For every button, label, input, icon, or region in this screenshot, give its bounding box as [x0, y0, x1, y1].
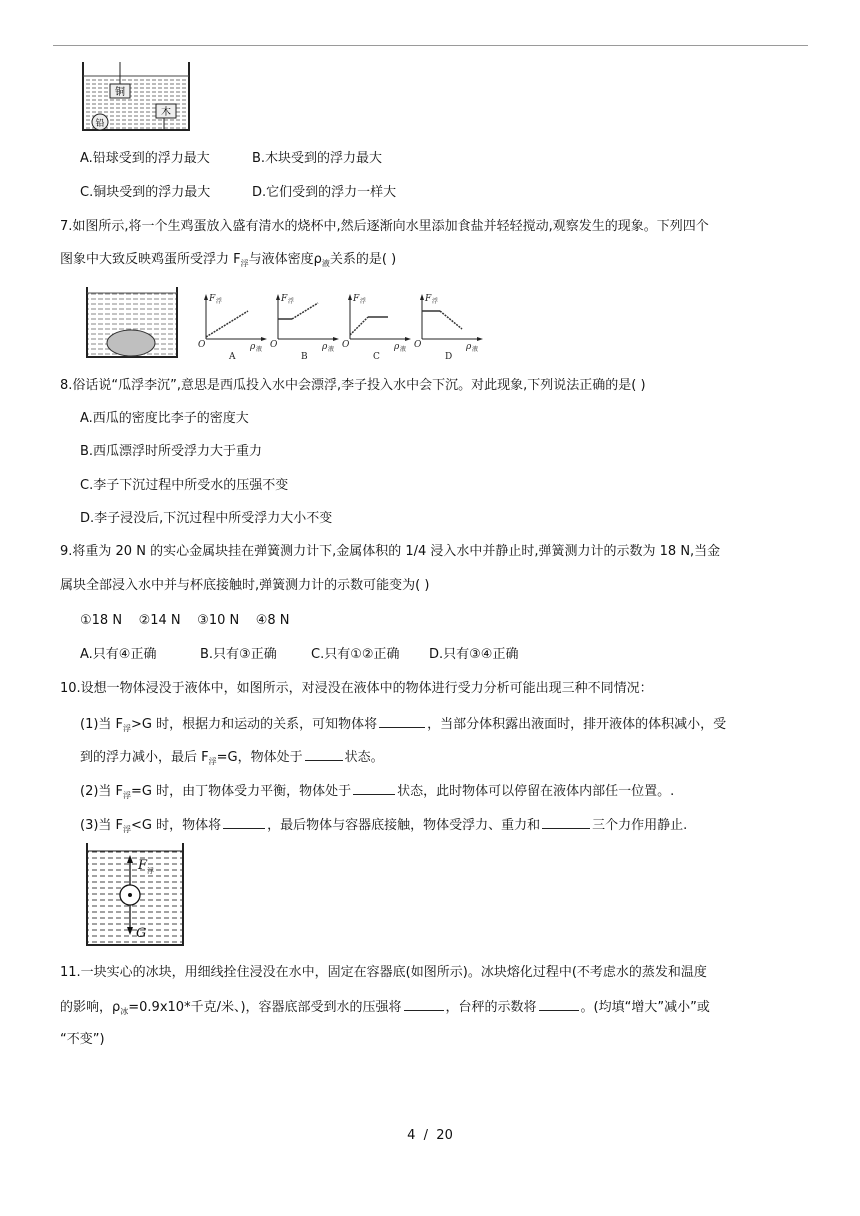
svg-text:ρ: ρ	[322, 342, 328, 352]
q6-figure	[80, 62, 192, 134]
q9-stem-line2: 属块全部浸入水中并与杯底接触时,弹簧测力计的示数可能变为( )	[60, 578, 430, 593]
q7-stem-line2: 图象中大致反映鸡蛋所受浮力 $F_浮$与液体密度$\rho_液$关系的是( )	[60, 252, 397, 268]
svg-text:O: O	[198, 340, 206, 350]
svg-text:液: 液	[328, 346, 335, 353]
q6-option-b: B.木块受到的浮力最大	[252, 151, 383, 166]
svg-text:液: 液	[256, 346, 263, 353]
graph-a-label: A	[229, 352, 236, 362]
graph-c-label: C	[373, 352, 380, 362]
q11-blank-1[interactable]	[404, 997, 444, 1011]
q8-option-d: D.李子浸没后,下沉过程中所受浮力大小不变	[80, 511, 333, 526]
q8-option-c: C.李子下沉过程中所受水的压强不变	[80, 478, 289, 493]
svg-text:O: O	[414, 340, 422, 350]
buoyancy-label: F	[138, 858, 148, 873]
svg-text:液: 液	[400, 346, 407, 353]
graph-c	[342, 294, 411, 362]
q8-option-a: A.西瓜的密度比李子的密度大	[80, 411, 249, 426]
copper-label: 铜	[115, 87, 125, 98]
q11-stem-line3: “不变”)	[60, 1032, 105, 1047]
svg-text:浮: 浮	[216, 298, 223, 305]
q10-blank-2[interactable]	[305, 747, 343, 761]
q9-option-b: B.只有③正确	[200, 647, 277, 662]
q10-blank-3[interactable]	[353, 781, 395, 795]
header-rule	[53, 45, 808, 46]
svg-text:浮: 浮	[147, 867, 154, 875]
q10-part1-line2: 到的浮力减小，最后 $F_浮=G$，物体处于 状态。	[80, 747, 384, 768]
svg-text:F: F	[281, 294, 288, 304]
q6-option-a: A.铅球受到的浮力最大	[80, 151, 210, 166]
q10-stem: 10.设想一物体浸没于液体中，如图所示，对浸没在液体中的物体进行受力分析可能出现三种不同情况：	[60, 681, 653, 696]
graph-a	[198, 294, 267, 362]
svg-text:ρ: ρ	[250, 342, 256, 352]
q7-stem-line1: 7.如图所示,将一个生鸡蛋放入盛有清水的烧杯中,然后逐渐向水里添加食盐并轻轻搅动,观察发生的现象。下列四个	[60, 219, 709, 234]
svg-text:液: 液	[472, 346, 479, 353]
svg-text:浮: 浮	[288, 298, 295, 305]
q10-part2: (2)当 $F_浮=G$ 时，由丁物体受力平衡，物体处于 状态，此时物体可以停留在液体内部任一位置。.	[80, 781, 674, 802]
svg-text:O: O	[342, 340, 350, 350]
q10-force-figure	[84, 843, 186, 949]
q9-option-c: C.只有①②正确	[311, 647, 400, 662]
q10-blank-4[interactable]	[223, 815, 265, 829]
gravity-label: G	[136, 926, 147, 941]
svg-text:F: F	[425, 294, 432, 304]
graph-d	[414, 294, 483, 362]
q8-option-b: B.西瓜漂浮时所受浮力大于重力	[80, 444, 263, 459]
svg-text:O: O	[270, 340, 278, 350]
q9-option-a: A.只有④正确	[80, 647, 157, 662]
q9-option-d: D.只有③④正确	[429, 647, 519, 662]
q10-blank-5[interactable]	[542, 815, 590, 829]
page-number: 4 / 20	[407, 1128, 453, 1143]
lead-label: 铅	[95, 119, 105, 129]
svg-text:F: F	[353, 294, 360, 304]
egg-shape	[107, 330, 155, 356]
svg-text:ρ: ρ	[394, 342, 400, 352]
q9-stem-line1: 9.将重为 20 N 的实心金属块挂在弹簧测力计下,金属体积的 1/4 浸入水中并静止时,弹簧测力计的示数为 18 N,当金	[60, 544, 721, 559]
svg-text:浮: 浮	[432, 298, 439, 305]
q11-blank-2[interactable]	[539, 997, 579, 1011]
svg-text:F: F	[209, 294, 216, 304]
wood-label: 木	[161, 107, 171, 118]
q10-part1-line1: (1)当 $F_浮>G$ 时，根据力和运动的关系，可知物体将 ，当部分体积露出液面时，排开液体的体积减小，受	[80, 714, 726, 735]
q7-graphs	[196, 289, 486, 363]
q10-blank-1[interactable]	[379, 714, 425, 728]
q9-choices: ①18 N ②14 N ③10 N ④8 N	[80, 613, 290, 628]
graph-b-label: B	[301, 352, 308, 362]
graph-d-label: D	[445, 352, 453, 362]
q7-beaker-figure	[84, 287, 180, 361]
q6-option-c: C.铜块受到的浮力最大	[80, 185, 211, 200]
q11-stem-line1: 11.一块实心的冰块，用细线拴住浸没在水中，固定在容器底(如图所示)。冰块熔化过程中(不考虑水的蒸发和温度	[60, 965, 707, 980]
svg-text:ρ: ρ	[466, 342, 472, 352]
q6-option-d: D.它们受到的浮力一样大	[252, 185, 397, 200]
graph-b	[270, 294, 339, 362]
q11-stem-line2: 的影响，$\rho_冰=0.9x10*$千克/米、)，容器底部受到水的压强将 ，台秤的示数将 。(均填“增大”减小”或	[60, 997, 710, 1018]
svg-text:浮: 浮	[360, 298, 367, 305]
q10-part3: (3)当 $F_浮<G$ 时，物体将 ，最后物体与容器底接触，物体受浮力、重力和 三个力作用静止.	[80, 815, 687, 836]
q8-stem: 8.俗话说“瓜浮李沉”,意思是西瓜投入水中会漂浮,李子投入水中会下沉。对此现象,下列说法正确的是( )	[60, 378, 646, 393]
